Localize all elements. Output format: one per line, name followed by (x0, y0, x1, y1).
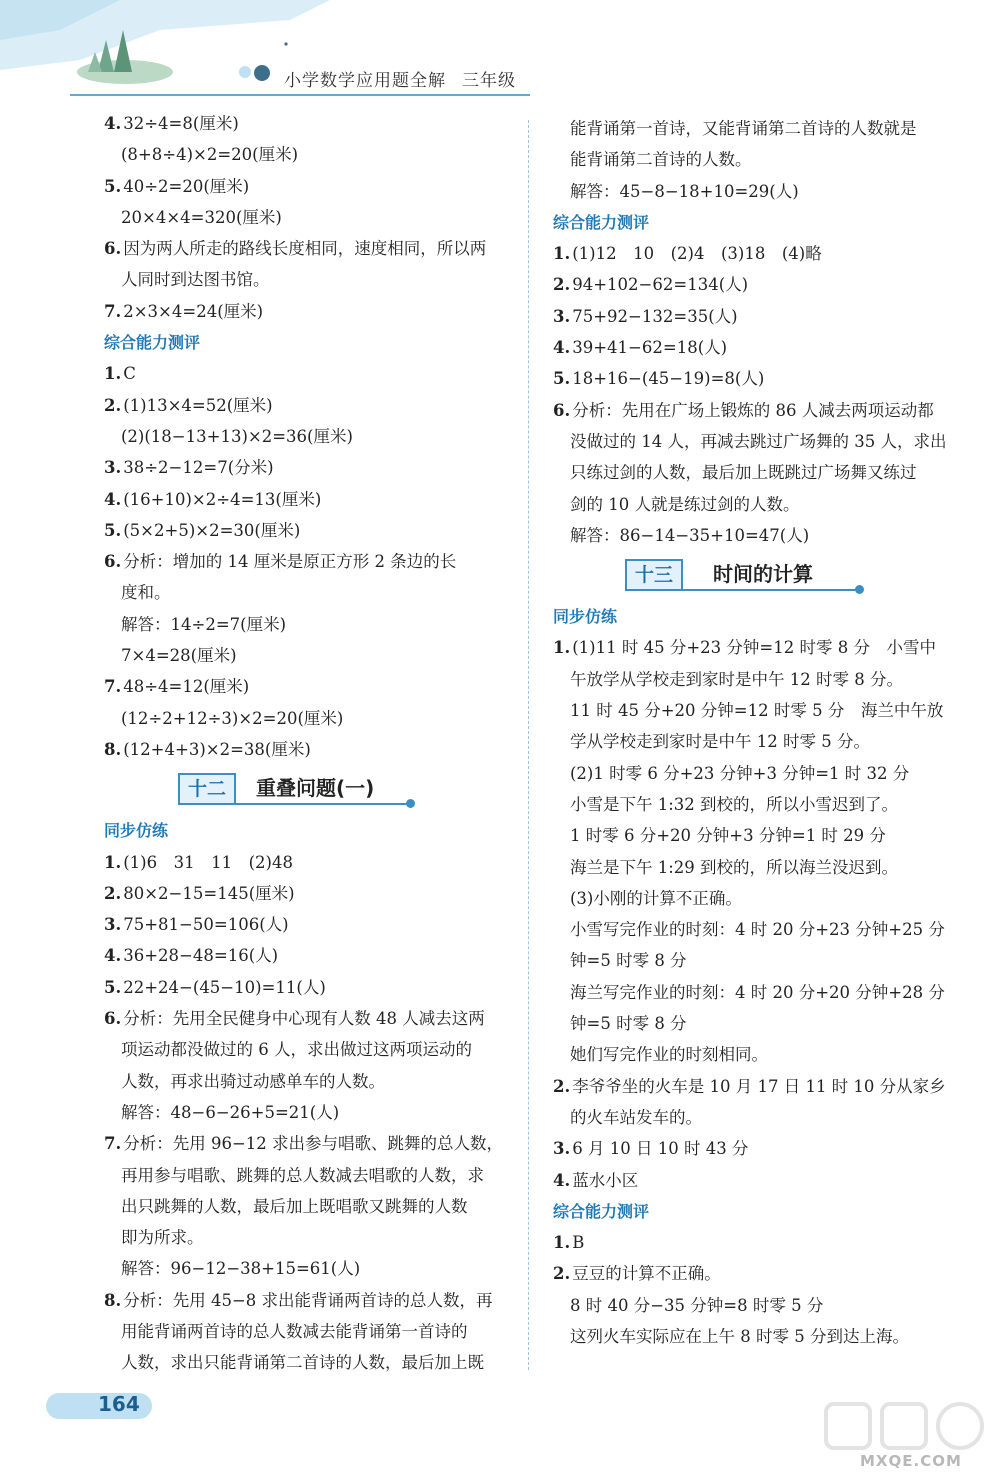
answer-line: 海兰写完作业的时刻：4 时 20 分+20 分钟+28 分 (570, 982, 945, 1002)
answer-line: 4. 32÷4=8(厘米) (104, 114, 239, 133)
section-heading: 同步仿练 (104, 821, 169, 841)
chapter-title: 重叠问题(一) (256, 776, 375, 801)
chapter-rule (178, 803, 410, 805)
chapter-dot (855, 585, 864, 594)
answer-line: 3. 75+81−50=106(人) (104, 915, 289, 935)
answer-line: 她们写完作业的时刻相同。 (570, 1045, 768, 1065)
chapter-number: 十三 (625, 559, 683, 591)
chapter-title: 时间的计算 (713, 562, 813, 587)
answer-line: 2. 豆豆的计算不正确。 (553, 1264, 721, 1284)
answer-line: 学从学校走到家时是中午 12 时零 5 分。 (570, 732, 870, 752)
chapter-heading (104, 765, 510, 815)
answer-line: 人数，求出只能背诵第二首诗的人数，最后加上既 (121, 1353, 484, 1373)
answer-line: 这列火车实际应在上午 8 时零 5 分到达上海。 (570, 1326, 909, 1346)
answer-line: (2)1 时零 6 分+23 分钟+3 分钟=1 时 32 分 (570, 763, 910, 783)
answer-line: 7. 2×3×4=24(厘米) (104, 301, 264, 321)
answer-line: 用能背诵两首诗的总人数减去能背诵第一首诗的 (121, 1321, 468, 1341)
header-rule (70, 94, 530, 96)
answer-line: 1. C (104, 364, 136, 384)
answer-line: 8. (12+4+3)×2=38(厘米) (104, 739, 311, 759)
header-title (284, 66, 516, 91)
answer-line: 海兰是下午 1:29 到校的，所以海兰没迟到。 (570, 857, 899, 877)
answer-line: 度和。 (121, 583, 171, 603)
chapter-rule (625, 589, 859, 591)
answer-line: (8+8÷4)×2=20(厘米) (121, 145, 299, 165)
chapter-heading (553, 551, 963, 601)
chapter-number: 十二 (178, 773, 236, 805)
answer-line: 剑的 10 人就是练过剑的人数。 (570, 494, 800, 514)
book-title: 小学数学应用题全解 (284, 71, 446, 91)
answer-line: 的火车站发车的。 (570, 1107, 702, 1127)
answer-line: 再用参与唱歌、跳舞的总人数减去唱歌的人数，求 (121, 1165, 484, 1185)
column-divider (528, 120, 529, 1370)
answer-line: 3. 6 月 10 日 10 时 43 分 (553, 1139, 749, 1159)
answer-line: 1. (1)6 31 11 (2)48 (104, 852, 293, 872)
answer-line: (3)小刚的计算不正确。 (570, 888, 742, 908)
section-heading: 同步仿练 (553, 607, 618, 627)
answer-line: 6. 因为两人所走的路线长度相同，速度相同，所以两 (104, 239, 487, 259)
answer-line: 4. 39+41−62=18(人) (553, 338, 728, 358)
section-heading: 综合能力测评 (104, 333, 201, 353)
answer-line: 午放学从学校走到家时是中午 12 时零 8 分。 (570, 669, 903, 689)
answer-line: (2)(18−13+13)×2=36(厘米) (121, 426, 353, 446)
answer-line: 1. (1)11 时 45 分+23 分钟=12 时零 8 分 小雪中 (553, 638, 936, 658)
answer-line: 解答：96−12−38+15=61(人) (121, 1259, 361, 1279)
watermark-url: MXQE.COM (860, 1452, 962, 1470)
answer-line: 5. 22+24−(45−10)=11(人) (104, 977, 326, 997)
answer-line: 6. 分析：先用在广场上锻炼的 86 人减去两项运动都 (553, 400, 934, 420)
answer-line: (12÷2+12÷3)×2=20(厘米) (121, 708, 344, 728)
answer-line: 1. (1)12 10 (2)4 (3)18 (4)略 (553, 244, 822, 264)
answer-line: 项运动都没做过的 6 人，求出做过这两项运动的 (121, 1040, 472, 1060)
answer-line: 钟=5 时零 8 分 (570, 951, 687, 971)
section-heading: 综合能力测评 (553, 212, 650, 232)
answer-line: 解答：86−14−35+10=47(人) (570, 525, 810, 545)
answer-line: 8 时 40 分−35 分钟=8 时零 5 分 (570, 1295, 824, 1315)
answer-line: 解答：48−6−26+5=21(人) (121, 1102, 340, 1122)
answer-line: 6. 分析：先用全民健身中心现有人数 48 人减去这两 (104, 1009, 485, 1029)
page-number: 164 (98, 1392, 140, 1416)
answer-line: 5. (5×2+5)×2=30(厘米) (104, 520, 301, 540)
chapter-dot (406, 799, 415, 808)
answer-line: 出只跳舞的人数，最后加上既唱歌又跳舞的人数 (121, 1196, 468, 1216)
answer-line: 1 时零 6 分+20 分钟+3 分钟=1 时 29 分 (570, 826, 886, 846)
answer-line: 2. 李爷爷坐的火车是 10 月 17 日 11 时 10 分从家乡 (553, 1076, 946, 1096)
answer-line: 3. 75+92−132=35(人) (553, 306, 738, 326)
left-column (104, 108, 510, 1379)
answer-line: 20×4×4=320(厘米) (121, 207, 282, 227)
answer-line: 4. (16+10)×2÷4=13(厘米) (104, 489, 322, 509)
answer-line: 6. 分析：增加的 14 厘米是原正方形 2 条边的长 (104, 552, 457, 572)
answer-line: 3. 38÷2−12=7(分米) (104, 458, 274, 478)
right-column (553, 113, 963, 1352)
answer-line: 小雪写完作业的时刻：4 时 20 分+23 分钟+25 分 (570, 920, 945, 940)
answer-line: 人数，再求出骑过动感单车的人数。 (121, 1071, 385, 1091)
answer-line: 2. (1)13×4=52(厘米) (104, 395, 273, 415)
answer-line: 解答：45−8−18+10=29(人) (570, 181, 799, 201)
answer-line: 8. 分析：先用 45−8 求出能背诵两首诗的总人数，再 (104, 1290, 493, 1310)
answer-line: 解答：14÷2=7(厘米) (121, 614, 287, 634)
answer-line: 2. 94+102−62=134(人) (553, 275, 749, 295)
answer-line: 11 时 45 分+20 分钟=12 时零 5 分 海兰中午放 (570, 701, 944, 721)
answer-line: 7. 48÷4=12(厘米) (104, 677, 250, 697)
answer-line: 4. 蓝水小区 (553, 1170, 639, 1190)
answer-line: 小雪是下午 1:32 到校的，所以小雪迟到了。 (570, 794, 899, 814)
answer-line: 7×4=28(厘米) (121, 646, 237, 666)
answer-line: 能背诵第二首诗的人数。 (570, 150, 752, 170)
answer-line: 钟=5 时零 8 分 (570, 1014, 687, 1034)
answer-line: 2. 80×2−15=145(厘米) (104, 883, 295, 903)
answer-line: 5. 40÷2=20(厘米) (104, 176, 250, 196)
answer-line: 没做过的 14 人，再减去跳过广场舞的 35 人，求出 (570, 431, 947, 451)
answer-line: 只练过剑的人数，最后加上既跳过广场舞又练过 (570, 463, 917, 483)
answer-line: 7. 分析：先用 96−12 求出参与唱歌、跳舞的总人数， (104, 1134, 504, 1154)
grade-label: 三年级 (462, 71, 516, 91)
answer-line: 5. 18+16−(45−19)=8(人) (553, 369, 765, 389)
answer-line: 即为所求。 (121, 1228, 204, 1248)
answer-line: 能背诵第一首诗，又能背诵第二首诗的人数就是 (570, 119, 917, 138)
section-heading: 综合能力测评 (553, 1201, 650, 1221)
answer-line: 人同时到达图书馆。 (121, 270, 270, 290)
answer-line: 4. 36+28−48=16(人) (104, 946, 279, 966)
answer-line: 1. B (553, 1233, 585, 1253)
